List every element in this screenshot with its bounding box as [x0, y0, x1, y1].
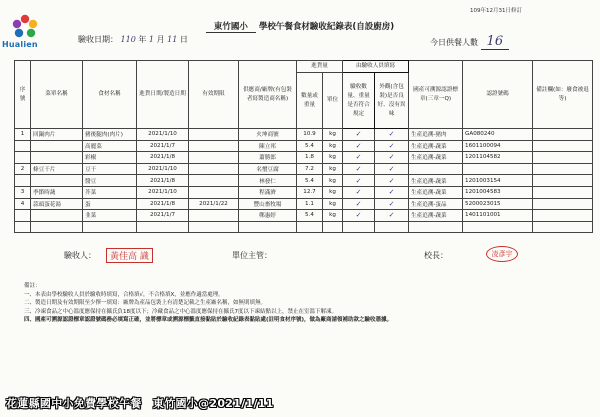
- title-text: 學校午餐食材驗收紀錄表(自設廚房): [258, 22, 395, 32]
- table-row: [15, 152, 593, 164]
- row-qty: 5.4: [297, 175, 323, 187]
- row-ingredient: 豆干: [83, 163, 137, 175]
- row-purchase-date: 2021/1/7: [137, 140, 189, 152]
- row-inspect-qty: ✓: [343, 175, 375, 187]
- row-cert-no: 1201004583: [463, 186, 533, 198]
- inspection-date: 驗收日期： 110 年 1 月 11 日: [78, 35, 188, 44]
- row-inspect-look: ✓: [375, 198, 409, 210]
- row-seq: 2: [15, 163, 31, 175]
- row-label-type: 生產追溯-蔬菜: [409, 140, 463, 152]
- row-label-type: 生產追溯-豬肉: [409, 129, 463, 141]
- row-unit: kg: [323, 186, 343, 198]
- row-ingredient: 高麗菜: [83, 140, 137, 152]
- row-supplier: 鄭惠婷: [239, 210, 297, 222]
- note-item: 一、本表由學校驗收人員於驗收時填寫，合格填√，不合格填Ⅹ，並應作適當處理。: [24, 291, 224, 298]
- row-inspect-look: ✓: [375, 175, 409, 187]
- row-cert-no: 1201104582: [463, 152, 533, 164]
- row-expiry: [189, 221, 239, 233]
- row-qty: 5.4: [297, 140, 323, 152]
- header-purchase: 進貨量: [297, 61, 343, 73]
- row-seq: [15, 152, 31, 164]
- row-seq: 1: [15, 129, 31, 141]
- row-cert-no: 5200023015: [463, 198, 533, 210]
- header-purchase-date: 進貨日期/製造日期: [137, 61, 189, 129]
- row-inspect-qty: ✓: [343, 186, 375, 198]
- row-expiry: [189, 140, 239, 152]
- row-ingredient: 彩椒: [83, 152, 137, 164]
- row-purchase-date: 2021/1/8: [137, 175, 189, 187]
- note-item: 四、國產可溯源認證標章認證號碼務必填寫正確，並將標章或溯源標籤直接黏貼於驗收紀錄表黏貼處(註明食材序號)，做為廠商請領補助款之驗收憑據。: [24, 317, 393, 324]
- row-cert-no: 1401101001: [463, 210, 533, 222]
- row-dish: 蒜頭蛋花湯: [31, 198, 83, 210]
- row-cert-no: GA080240: [463, 129, 533, 141]
- row-qty: 5.4: [297, 210, 323, 222]
- row-inspect-qty: ✓: [343, 198, 375, 210]
- table-row: [15, 198, 593, 210]
- row-purchase-date: 2021/1/10: [137, 163, 189, 175]
- row-label-type: 生產追溯-蔬菜: [409, 210, 463, 222]
- row-label-type: 生產追溯-蔬菜: [409, 152, 463, 164]
- row-purchase-date: 2021/1/10: [137, 186, 189, 198]
- row-unit: kg: [323, 210, 343, 222]
- unit-head-label: 單位主管：: [232, 251, 272, 260]
- table-row: [15, 221, 593, 233]
- row-ingredient: 蛋: [83, 198, 137, 210]
- row-ingredient: 韭菜: [83, 210, 137, 222]
- row-supplier: 程滿濟: [239, 186, 297, 198]
- row-purchase-date: 2021/1/7: [137, 210, 189, 222]
- header-remark: 備註欄(如：廢食被退等): [533, 61, 593, 129]
- row-unit: kg: [323, 198, 343, 210]
- row-dish: [31, 152, 83, 164]
- note-item: 二、製造日期及有效期限至少擇一填寫：廠牌為產品包裝上有清楚記載之生產廠名稱，如無則填無。: [24, 300, 267, 307]
- row-cert-no: [463, 221, 533, 233]
- row-supplier: [239, 221, 297, 233]
- row-qty: 12.7: [297, 186, 323, 198]
- row-inspect-qty: ✓: [343, 129, 375, 141]
- header-dish: 菜單名稱: [31, 61, 83, 129]
- principal-stamp: 凌彥宇: [486, 246, 518, 262]
- row-dish: 條豆干片: [31, 163, 83, 175]
- row-remark: [533, 140, 593, 152]
- row-inspect-look: ✓: [375, 186, 409, 198]
- principal-label: 校長：: [424, 251, 448, 260]
- row-cert-no: 1601100094: [463, 140, 533, 152]
- row-cert-no: 1201003154: [463, 175, 533, 187]
- school-name: 東竹國小: [206, 22, 256, 33]
- row-ingredient: [83, 221, 137, 233]
- row-remark: [533, 152, 593, 164]
- row-supplier: 名璽豆腐: [239, 163, 297, 175]
- row-expiry: [189, 210, 239, 222]
- header-label-type: 國產可溯源認證標章(三章一Q): [409, 61, 463, 129]
- row-inspect-look: ✓: [375, 163, 409, 175]
- table-row: [15, 140, 593, 152]
- row-remark: [533, 129, 593, 141]
- row-qty: 10.9: [297, 129, 323, 141]
- row-seq: [15, 221, 31, 233]
- notes-heading: 備註：: [24, 283, 41, 289]
- row-qty: 1.8: [297, 152, 323, 164]
- row-inspect-qty: ✓: [343, 140, 375, 152]
- header-unit: 單位: [323, 73, 343, 129]
- row-remark: [533, 163, 593, 175]
- row-expiry: 2021/1/22: [189, 198, 239, 210]
- row-supplier: 陳立邦: [239, 140, 297, 152]
- row-qty: [297, 221, 323, 233]
- row-seq: 4: [15, 198, 31, 210]
- revision-note: 109年12月31日修訂: [470, 8, 522, 14]
- footer-caption: 花蓮縣國中小免費學校午餐 東竹國小@2021/1/11: [6, 397, 274, 410]
- notes: [24, 282, 584, 325]
- row-cert-no: [463, 163, 533, 175]
- row-dish: [31, 210, 83, 222]
- header-inspect-group: 由驗收人員填寫: [343, 61, 409, 73]
- table-row: [15, 163, 593, 175]
- row-expiry: [189, 163, 239, 175]
- row-remark: [533, 175, 593, 187]
- inspector-label: 驗收人：: [64, 251, 96, 260]
- signature-row: [14, 248, 592, 268]
- row-qty: 1.1: [297, 198, 323, 210]
- row-dish: [31, 140, 83, 152]
- row-seq: [15, 210, 31, 222]
- row-supplier: 豐山畜牧場: [239, 198, 297, 210]
- row-unit: kg: [323, 175, 343, 187]
- table-row: [15, 210, 593, 222]
- row-expiry: [189, 152, 239, 164]
- header-seq: 序號: [15, 61, 31, 129]
- header-inspect-look: 外觀(含包裝)是否良好、沒有異味: [375, 73, 409, 129]
- row-ingredient: 芥菜: [83, 186, 137, 198]
- row-unit: kg: [323, 129, 343, 141]
- header-expiry: 有效期限: [189, 61, 239, 129]
- row-seq: 3: [15, 186, 31, 198]
- logo-text: Hualien: [2, 40, 38, 49]
- table-row: [15, 175, 593, 187]
- row-seq: [15, 175, 31, 187]
- row-inspect-look: ✓: [375, 129, 409, 141]
- row-ingredient: 醬豆: [83, 175, 137, 187]
- table-row: [15, 129, 593, 141]
- header-qty: 數量或重量: [297, 73, 323, 129]
- header-supplier: 供應商/廠牌(有包裝者寫製造商名稱): [239, 61, 297, 129]
- row-purchase-date: 2021/1/8: [137, 152, 189, 164]
- inspector-stamp: 黃佳高 識: [106, 248, 153, 263]
- row-purchase-date: 2021/1/10: [137, 129, 189, 141]
- row-ingredient: 豬後腿肉(肉片): [83, 129, 137, 141]
- row-label-type: 生產追溯-蔬菜: [409, 186, 463, 198]
- row-inspect-qty: ✓: [343, 163, 375, 175]
- row-seq: [15, 140, 31, 152]
- row-dish: 季節時蔬: [31, 186, 83, 198]
- row-remark: [533, 210, 593, 222]
- row-unit: kg: [323, 163, 343, 175]
- row-expiry: [189, 175, 239, 187]
- row-expiry: [189, 129, 239, 141]
- row-remark: [533, 186, 593, 198]
- header-cert-no: 認證號碼: [463, 61, 533, 129]
- row-expiry: [189, 186, 239, 198]
- inspection-table: [14, 60, 593, 233]
- meal-count-value: 16: [481, 34, 510, 50]
- table-row: [15, 186, 593, 198]
- row-purchase-date: [137, 221, 189, 233]
- row-label-type: [409, 221, 463, 233]
- form-title: [0, 20, 600, 32]
- row-dish: [31, 221, 83, 233]
- row-purchase-date: 2021/1/8: [137, 198, 189, 210]
- row-label-type: [409, 163, 463, 175]
- row-inspect-qty: ✓: [343, 210, 375, 222]
- row-inspect-look: ✓: [375, 140, 409, 152]
- row-label-type: 生產追溯-蔬菜: [409, 175, 463, 187]
- row-qty: 7.2: [297, 163, 323, 175]
- row-inspect-qty: ✓: [343, 152, 375, 164]
- row-unit: [323, 221, 343, 233]
- row-supplier: 林發仁: [239, 175, 297, 187]
- meal-count: 今日供餐人數 16: [430, 34, 509, 49]
- row-inspect-qty: [343, 221, 375, 233]
- note-item: 三、冷凍食品之中心溫度應保持在攝氏負18度以下；冷藏食品之中心溫度應保持在攝氏7度以下凍結點以上，禁止在室溫下解凍。: [24, 308, 338, 315]
- row-dish: 回鍋肉片: [31, 129, 83, 141]
- row-supplier: 蕭勝郎: [239, 152, 297, 164]
- row-unit: kg: [323, 152, 343, 164]
- row-remark: [533, 198, 593, 210]
- row-inspect-look: [375, 221, 409, 233]
- row-unit: kg: [323, 140, 343, 152]
- row-label-type: 生產追溯-蛋品: [409, 198, 463, 210]
- header-ingredient: 食材名稱: [83, 61, 137, 129]
- row-inspect-look: ✓: [375, 152, 409, 164]
- row-remark: [533, 221, 593, 233]
- header-inspect-qty: 驗收數量、重量是否符合規定: [343, 73, 375, 129]
- row-supplier: 火坤商號: [239, 129, 297, 141]
- row-inspect-look: ✓: [375, 210, 409, 222]
- row-dish: [31, 175, 83, 187]
